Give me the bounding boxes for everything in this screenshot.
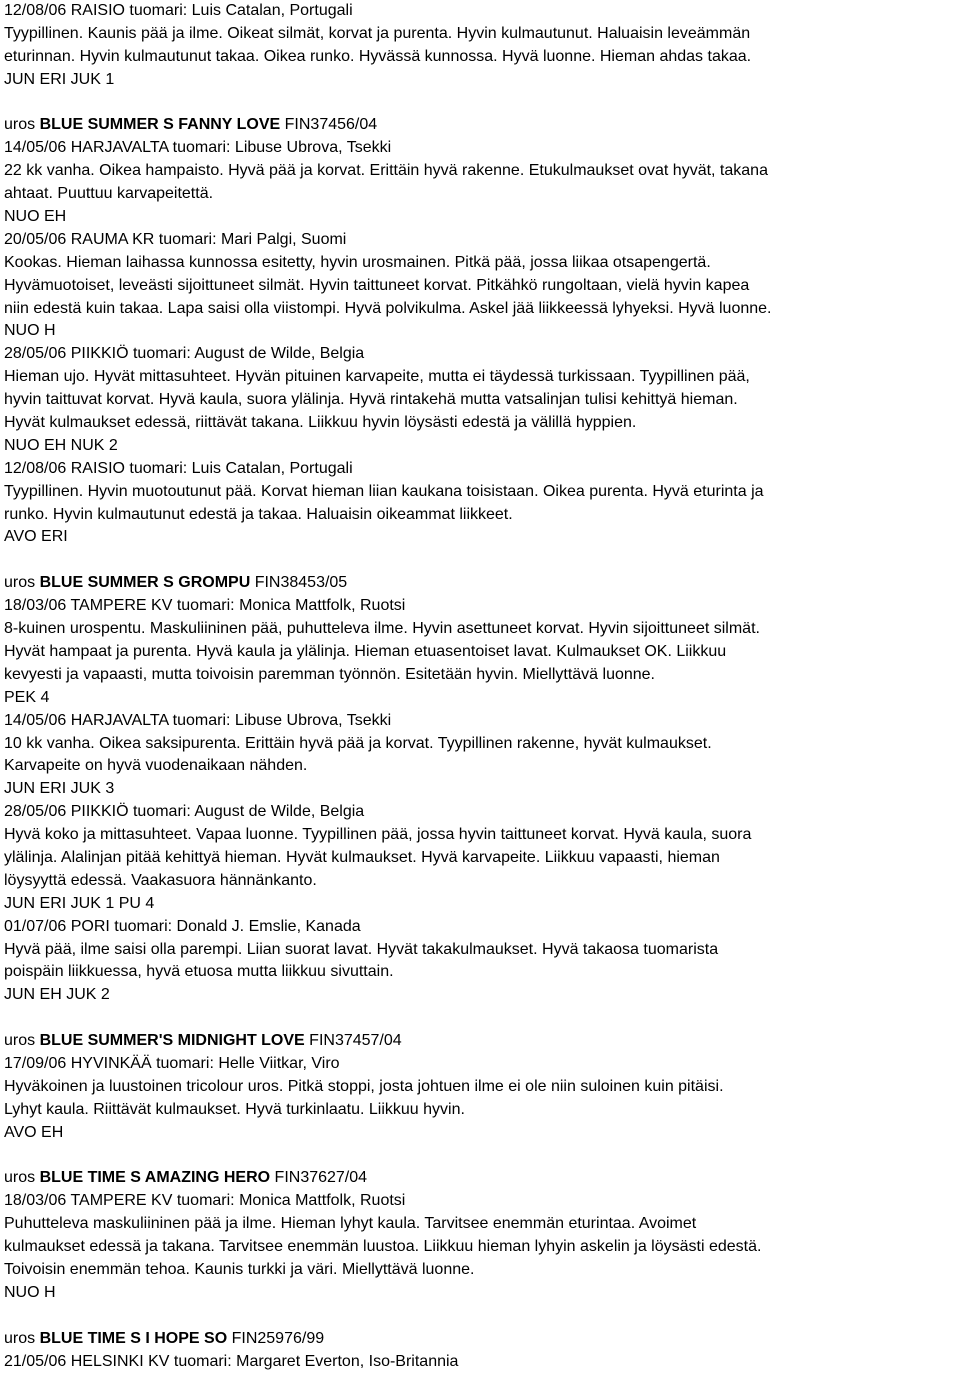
text-line: Kookas. Hieman laihassa kunnossa esitetty, hyvin urosmainen. Pitkä pää, jossa liikaa otsapengertä. xyxy=(4,253,711,271)
registration-number: FIN25976/99 xyxy=(227,1329,325,1347)
text-line: 28/05/06 PIIKKIÖ tuomari: August de Wilde, Belgia xyxy=(4,345,365,363)
dog-name: BLUE TIME S I HOPE SO xyxy=(39,1329,228,1347)
text-line: 12/08/06 RAISIO tuomari: Luis Catalan, Portugali xyxy=(4,2,353,19)
text-line: PEK 4 xyxy=(4,688,50,706)
sex-label: uros xyxy=(4,1032,40,1050)
registration-number: FIN37457/04 xyxy=(304,1032,402,1050)
text-line: 14/05/06 HARJAVALTA tuomari: Libuse Ubrova, Tsekki xyxy=(4,139,392,157)
text-line: Puhutteleva maskuliininen pää ja ilme. Hieman lyhyt kaula. Tarvitsee enemmän eturintaa. Avoimet xyxy=(4,1215,697,1233)
blank-line xyxy=(4,1145,952,1168)
text-line: 21/05/06 HELSINKI KV tuomari: Margaret Everton, Iso-Britannia xyxy=(4,1352,459,1370)
sex-label: uros xyxy=(4,116,40,134)
blank-line xyxy=(4,92,952,115)
text-line: AVO ERI xyxy=(4,528,68,546)
text-line: Karvapeite on hyvä vuodenaikaan nähden. xyxy=(4,757,308,775)
text-line: NUO EH NUK 2 xyxy=(4,436,118,454)
text-line: niin edestä kuin takaa. Lapa saisi olla viistompi. Hyvä polvikulma. Askel jää liikkeessä lyhyeksi. Hyvä luonne. xyxy=(4,299,772,317)
text-line: NUO H xyxy=(4,322,56,340)
text-line: poispäin liikkuessa, hyvä etuosa mutta liikkuu sivuttain. xyxy=(4,963,394,981)
text-line: 12/08/06 RAISIO tuomari: Luis Catalan, Portugali xyxy=(4,459,353,477)
text-line: Hyvä pää, ilme saisi olla parempi. Liian suorat lavat. Hyvät takakulmaukset. Hyvä takaosa tuomarista xyxy=(4,940,719,958)
text-line: kevyesti ja vapaasti, mutta toivoisin paremman työnnön. Esitetään hyvin. Miellyttävä luonne. xyxy=(4,665,655,683)
dog-name: BLUE SUMMER S FANNY LOVE xyxy=(39,116,281,134)
text-line: Hyvät kulmaukset edessä, riittävät takana. Liikkuu hyvin löysästi edestä ja välillä hyppien. xyxy=(4,414,637,432)
blank-line xyxy=(4,1007,952,1030)
text-line: hyvin taittuvat korvat. Hyvä kaula, suora ylälinja. Hyvä rintakehä mutta vatsalinjan tulisi kehittyä hieman. xyxy=(4,391,738,409)
dog-entry-header xyxy=(4,1030,952,1053)
text-line: 01/07/06 PORI tuomari: Donald J. Emslie, Kanada xyxy=(4,917,361,935)
dog-name: BLUE SUMMER'S MIDNIGHT LOVE xyxy=(39,1032,305,1050)
text-line: runko. Hyvin kulmautunut edestä ja takaa. Haluaisin oikeammat liikkeet. xyxy=(4,505,513,523)
text-line: 22 kk vanha. Oikea hampaisto. Hyvä pää ja korvat. Erittäin hyvä rakenne. Etukulmaukset ovat hyvät, takana xyxy=(4,162,768,180)
text-line: 18/03/06 TAMPERE KV tuomari: Monica Mattfolk, Ruotsi xyxy=(4,1192,406,1210)
dog-name: BLUE SUMMER S GROMPU xyxy=(39,574,251,592)
text-line: 20/05/06 RAUMA KR tuomari: Mari Palgi, Suomi xyxy=(4,230,347,248)
registration-number: FIN38453/05 xyxy=(250,574,348,592)
text-line: 8-kuinen urospentu. Maskuliininen pää, puhutteleva ilme. Hyvin asettuneet korvat. Hyvin sijoittuneet silmät. xyxy=(4,620,760,638)
dog-entry-header xyxy=(4,114,952,137)
text-line: Hieman ujo. Hyvät mittasuhteet. Hyvän pituinen karvapeite, mutta ei täydessä turkissaan. Tyypillinen pää, xyxy=(4,368,750,386)
dog-entry-header xyxy=(4,1328,952,1351)
dog-name: BLUE TIME S AMAZING HERO xyxy=(39,1169,271,1187)
text-line: Toivoisin enemmän tehoa. Kaunis turkki ja väri. Miellyttävä luonne. xyxy=(4,1260,475,1278)
sex-label: uros xyxy=(4,1169,40,1187)
text-line: kulmaukset edessä ja takana. Tarvitsee enemmän luustoa. Liikkuu hieman lyhyin askelin ja löysästi edestä. xyxy=(4,1238,762,1256)
dog-entry-header xyxy=(4,1167,952,1190)
text-line: JUN EH JUK 2 xyxy=(4,986,110,1004)
text-line: Tyypillinen. Hyvin muotoutunut pää. Korvat hieman liian kaukana toisistaan. Oikea purenta. Hyvä eturinta ja xyxy=(4,482,764,500)
registration-number: FIN37627/04 xyxy=(270,1169,368,1187)
text-line: NUO EH xyxy=(4,208,67,226)
text-line: 18/03/06 TAMPERE KV tuomari: Monica Mattfolk, Ruotsi xyxy=(4,597,406,615)
text-line: Lyhyt kaula. Riittävät kulmaukset. Hyvä turkinlaatu. Liikkuu hyvin. xyxy=(4,1100,465,1118)
text-line: Hyväkoinen ja luustoinen tricolour uros. Pitkä stoppi, josta johtuen ilme ei ole niin suloinen kuin pitäisi. xyxy=(4,1077,724,1095)
dog-entry-header xyxy=(4,572,952,595)
text-line: JUN ERI JUK 3 xyxy=(4,780,115,798)
blank-line xyxy=(4,1305,952,1328)
text-line: 14/05/06 HARJAVALTA tuomari: Libuse Ubrova, Tsekki xyxy=(4,711,392,729)
text-line: JUN ERI JUK 1 xyxy=(4,70,115,88)
text-line: Hyvät hampaat ja purenta. Hyvä kaula ja ylälinja. Hieman etuasentoiset lavat. Kulmaukset OK. Liikkuu xyxy=(4,642,727,660)
text-line: 17/09/06 HYVINKÄÄ tuomari: Helle Viitkar, Viro xyxy=(4,1054,340,1072)
text-line: AVO EH xyxy=(4,1123,64,1141)
sex-label: uros xyxy=(4,574,40,592)
text-line: 28/05/06 PIIKKIÖ tuomari: August de Wilde, Belgia xyxy=(4,803,365,821)
text-line: ahtaat. Puuttuu karvapeitettä. xyxy=(4,185,214,203)
text-line: JUN ERI JUK 1 PU 4 xyxy=(4,894,155,912)
text-line: löysyyttä edessä. Vaakasuora hännänkanto. xyxy=(4,871,317,889)
blank-line xyxy=(4,549,952,572)
text-line: eturinnan. Hyvin kulmautunut takaa. Oikea runko. Hyvässä kunnossa. Hyvä luonne. Hieman ahdas takaa. xyxy=(4,47,752,65)
text-line: Hyvämuotoiset, leveästi sijoittuneet silmät. Hyvin taittuneet korvat. Pitkähkö rungoltaan, vielä hyvin kapea xyxy=(4,276,750,294)
sex-label: uros xyxy=(4,1329,40,1347)
registration-number: FIN37456/04 xyxy=(280,116,378,134)
text-line: NUO H xyxy=(4,1283,56,1301)
text-line: Hyvä koko ja mittasuhteet. Vapaa luonne. Tyypillinen pää, jossa hyvin taittuneet korvat. Hyvä kaula, suora xyxy=(4,826,752,844)
text-line: Tyypillinen. Kaunis pää ja ilme. Oikeat silmät, korvat ja purenta. Hyvin kulmautunut. Haluaisin leveämmän xyxy=(4,24,751,42)
text-line: ylälinja. Alalinjan pitää kehittyä hieman. Hyvät kulmaukset. Hyvä karvapeite. Liikkuu vapaasti, hieman xyxy=(4,848,720,866)
text-line: 10 kk vanha. Oikea saksipurenta. Erittäin hyvä pää ja korvat. Tyypillinen rakenne, hyvät kulmaukset. xyxy=(4,734,712,752)
